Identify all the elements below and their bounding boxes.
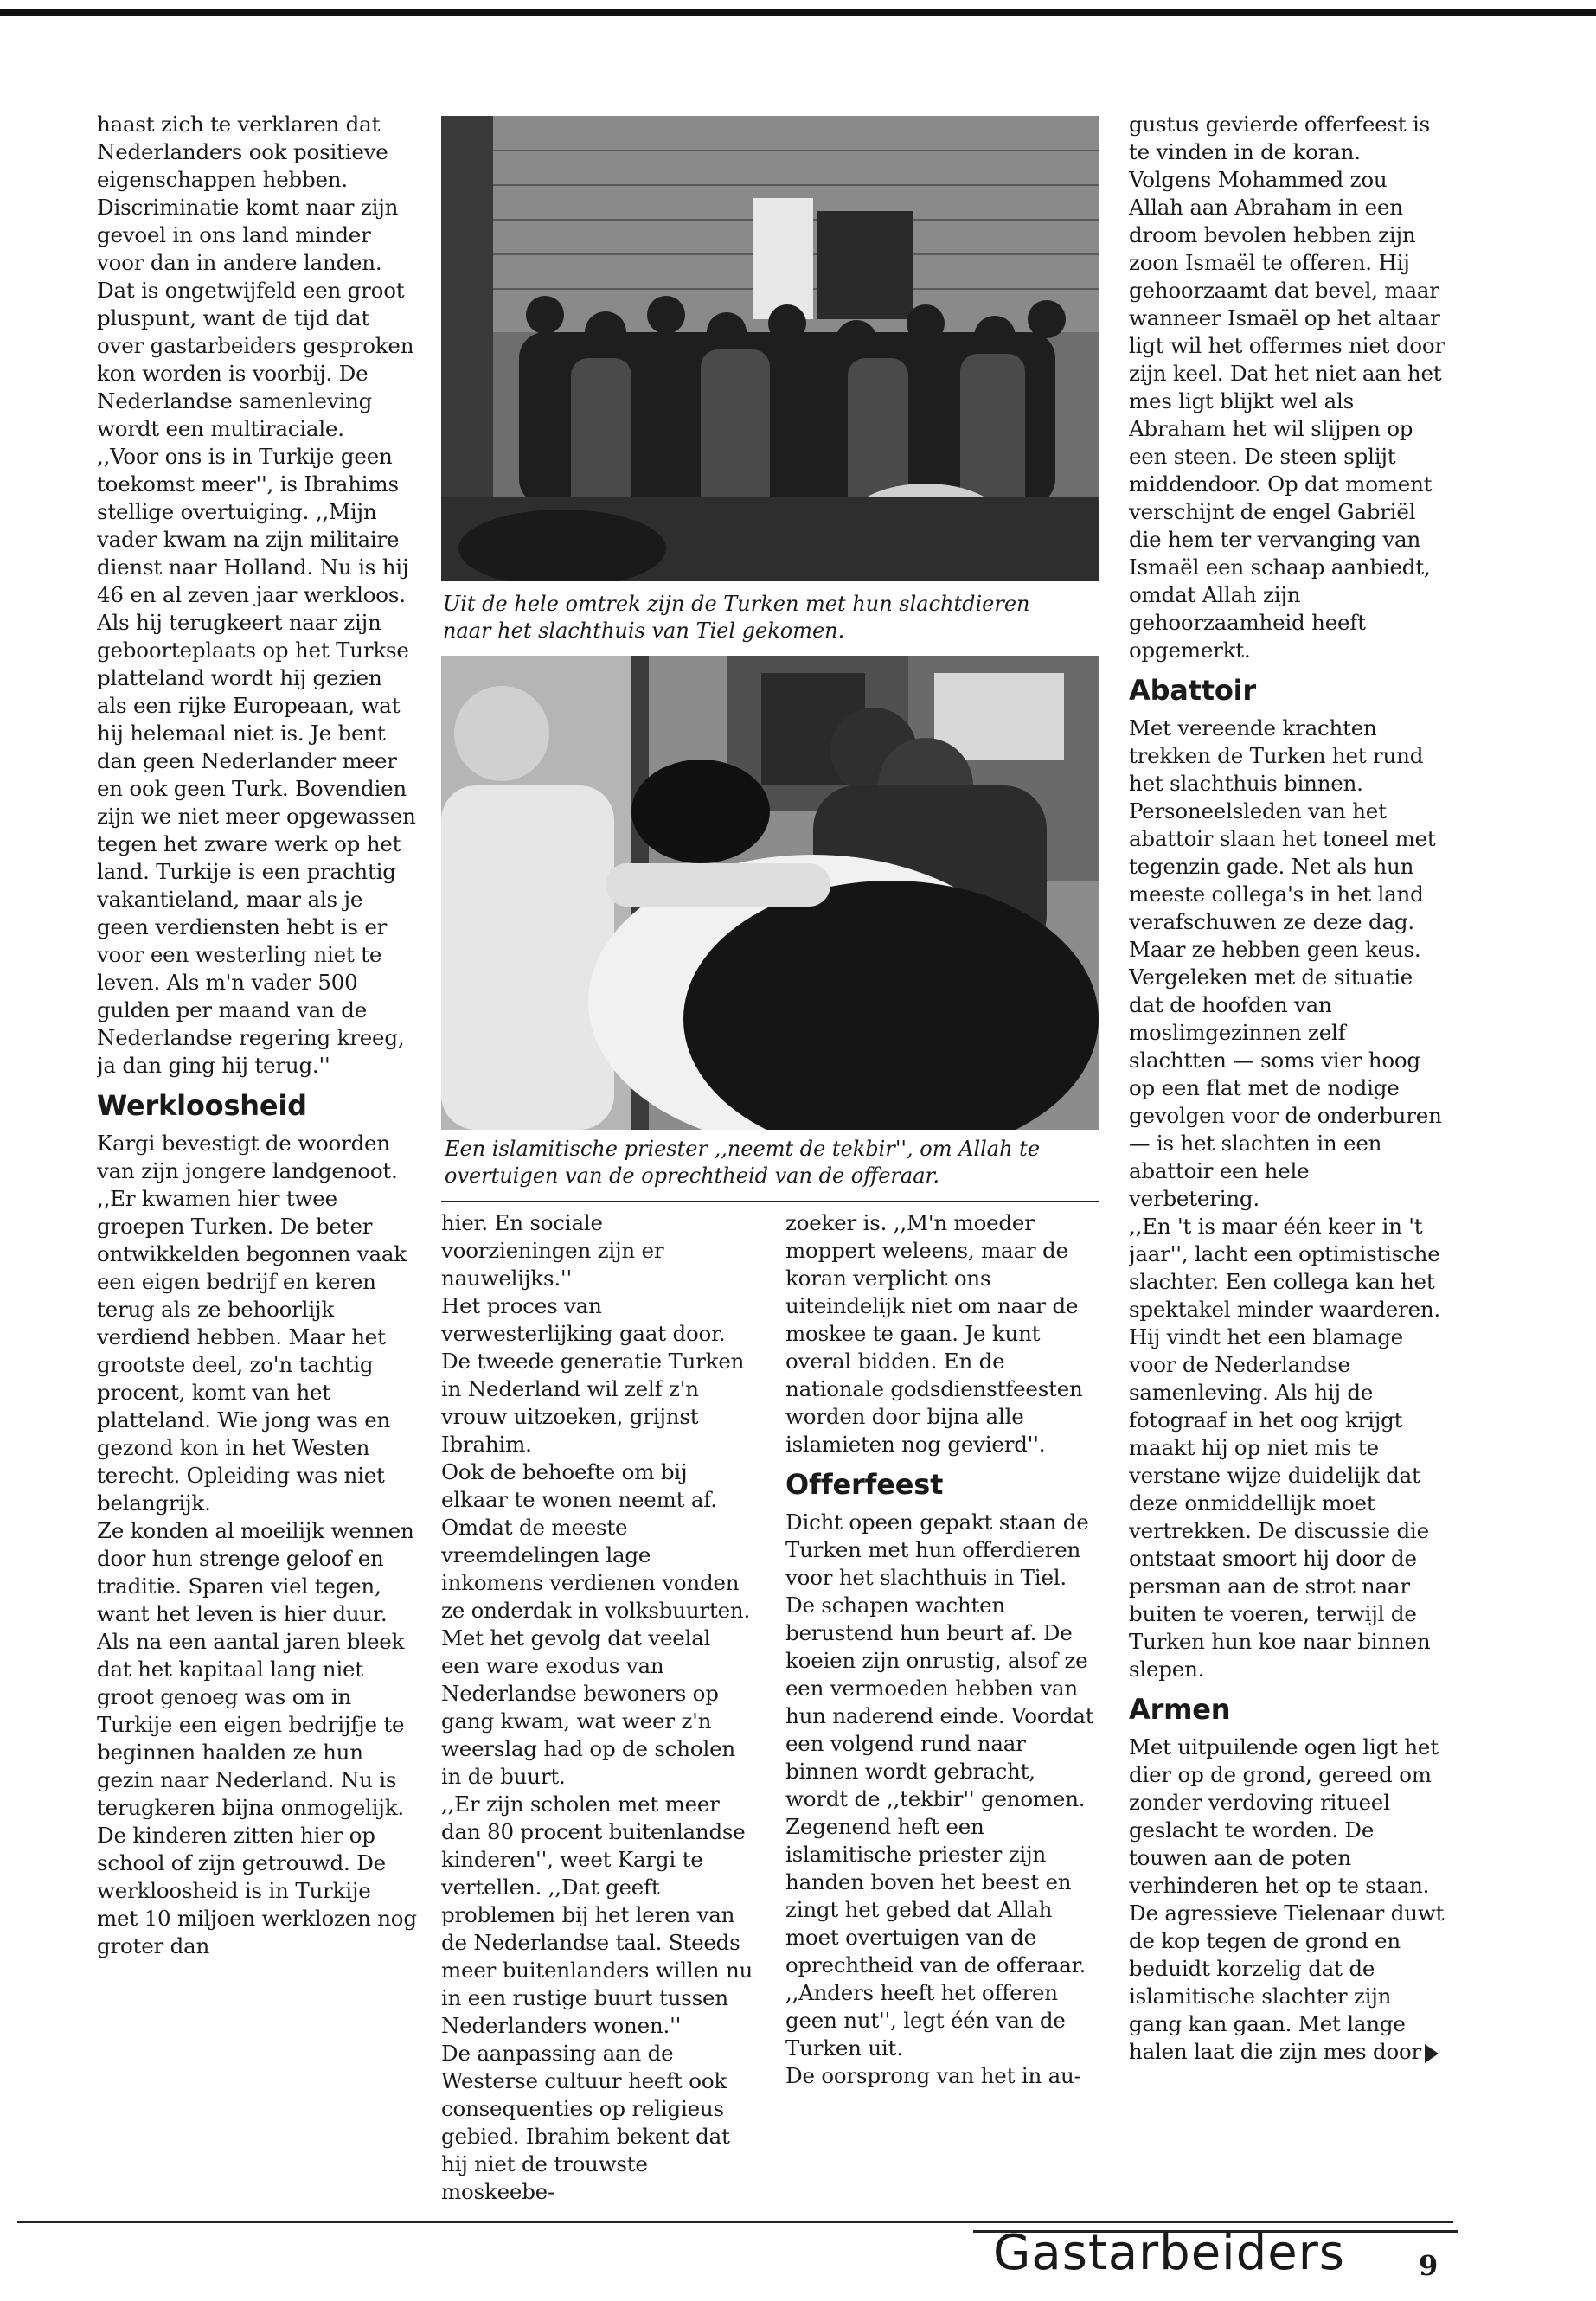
column-1: [97, 111, 417, 2204]
section-heading: Werkloosheid: [97, 1089, 307, 1122]
continue-arrow-icon: [1425, 2044, 1439, 2063]
paragraph: zoeker is. ,,M'n moeder moppert weleens, maar de koran verplicht ons uiteindelijk niet om naar de moskee te gaan. Je kunt overal bidden. En de nationale godsdienstfeesten worden door bijna alle islamieten nog gevierd''.: [785, 1210, 1083, 1457]
section-heading: Armen: [1129, 1693, 1231, 1726]
paragraph: ,,En 't is maar één keer in 't jaar'', lacht een optimistische slachter. Een collega kan het spektakel minder waarderen. Hij vindt het een blamage voor de Nederlandse samenleving. Als hij de fotograaf in het oog krijgt maakt hij op niet mis te verstane wijze duidelijk dat deze onmiddellijk moet vertrekken. De discussie die ontstaat smoort hij door de persman aan de strot naar buiten te voeren, terwijl de Turken hun koe naar binnen slepen.: [1129, 1214, 1441, 1682]
paragraph: Dicht opeen gepakt staan de Turken met hun offerdieren voor het slachthuis in Tiel. De schapen wachten berustend hun beurt af. De koeien zijn onrustig, alsof ze een vermoeden hebben van hun naderend einde. Voordat een volgend rund naar binnen wordt gebracht, wordt de ,,tekbir'' genomen. Zegenend heft een islamitische priester zijn handen boven het beest en zingt het gebed dat Allah moet overtuigen van de oprechtheid van de offeraar. ,,Anders heeft het offeren geen nut'', legt één van de Turken uit.: [785, 1509, 1094, 2061]
paragraph: haast zich te verklaren dat Nederlanders ook positieve eigenschappen hebben. Discriminatie komt naar zijn gevoel in ons land minder voor dan in andere landen. Dat is ongetwijfeld een groot pluspunt, want de tijd dat over gastarbeiders gesproken kon worden is voorbij. De Nederlandse samenleving wordt een multiraciale.: [97, 112, 414, 441]
page-number: 9: [1419, 2249, 1439, 2282]
section-heading: Offerfeest: [785, 1468, 944, 1501]
caption-divider: [441, 1201, 1099, 1202]
paragraph: Kargi bevestigt de woorden van zijn jongere landgenoot. ,,Er kwamen hier twee groepen Turken. De beter ontwikkelden begonnen vaak een eigen bedrijf en keren terug als ze behoorlijk verdiend hebben. Maar het grootste deel, zo'n tachtig procent, komt van het platteland. Wie jong was en gezond kon in het Westen terecht. Opleiding was niet belangrijk.: [97, 1131, 407, 1516]
paragraph: Het proces van verwesterlijking gaat door. De tweede generatie Turken in Nederland wil zelf z'n vrouw uitzoeken, grijnst Ibrahim.: [441, 1293, 745, 1457]
photo-crowd-slaughterhouse: [441, 116, 1099, 581]
photo-caption-1: Uit de hele omtrek zijn de Turken met hun slachtdieren naar het slachthuis van Tiel gekomen.: [443, 592, 1030, 643]
paragraph: Omdat de meeste vreemdelingen lage inkomens verdienen vonden ze onderdak in volksbuurten. Met het gevolg dat veelal een ware exodus van Nederlandse bewoners op gang kwam, wat weer z'n weerslag had op de scholen in de buurt.: [441, 1515, 751, 1789]
photo-priest-with-cow: [441, 656, 1099, 1130]
paragraph: Met vereende krachten trekken de Turken het rund het slachthuis binnen. Personeelsleden van het abattoir slaan het toneel met tegenzin gade. Net als hun meeste collega's in het land verafschuwen ze deze dag. Maar ze hebben geen keus. Vergeleken met de situatie dat de hoofden van moslimgezinnen zelf slachtten — soms vier hoog op een flat met de nodige gevolgen voor de onderburen — is het slachten in een abattoir een hele verbetering.: [1129, 715, 1442, 1211]
top-border: [0, 9, 1596, 16]
photo-caption-2: Een islamitische priester ,,neemt de tekbir'', om Allah te overtuigen van de oprechtheid van de offeraar.: [445, 1137, 1041, 1188]
column-2: [441, 1209, 754, 2208]
column-4: [1129, 111, 1445, 2208]
paragraph-text: Met uitpuilende ogen ligt het dier op de grond, gereed om zonder verdoving ritueel geslacht te worden. De touwen aan de poten verhinderen het op te staan. De agressieve Tielenaar duwt de kop tegen de grond en beduidt korzelig dat de islamitische slachter zijn gang kan gaan. Met lange halen laat die zijn mes door: [1129, 1734, 1445, 2064]
paragraph: ,,Voor ons is in Turkije geen toekomst meer'', is Ibrahims stellige overtuiging. ,,Mijn vader kwam na zijn militaire dienst naar Holland. Nu is hij 46 en al zeven jaar werkloos. Als hij terugkeert naar zijn geboorteplaats op het Turkse platteland wordt hij gezien als een rijke Europeaan, wat hij helemaal niet is. Je bent dan geen Nederlander meer en ook geen Turk. Bovendien zijn we niet meer opgewassen tegen het zware werk op het land. Turkije is een prachtig vakantieland, maar als je geen verdiensten hebt is er voor een westerling niet te leven. Als m'n vader 500 gulden per maand van de Nederlandse regering kreeg, ja dan ging hij terug.'': [97, 444, 416, 1078]
footer-section-title: Gastarbeiders: [993, 2225, 1345, 2281]
paragraph: De aanpassing aan de Westerse cultuur heeft ook consequenties op religieus gebied. Ibrahim bekent dat hij niet de trouwste moskeebe-: [441, 2041, 730, 2204]
paragraph: gustus gevierde offerfeest is te vinden in de koran. Volgens Mohammed zou Allah aan Abraham in een droom bevolen hebben zijn zoon Ismaël te offeren. Hij gehoorzaamt dat bevel, maar wanneer Ismaël op het altaar ligt wil het offermes niet door zijn keel. Dat het niet aan het mes ligt blijkt wel als Abraham het wil slijpen op een steen. De steen splijt middendoor. Op dat moment verschijnt de engel Gabriël die hem ter vervanging van Ismaël een schaap aanbiedt, omdat Allah zijn gehoorzaamheid heeft opgemerkt.: [1129, 112, 1445, 663]
column-3: [785, 1209, 1099, 2208]
paragraph: Ze konden al moeilijk wennen door hun strenge geloof en traditie. Sparen viel tegen, want het leven is hier duur. Als na een aantal jaren bleek dat het kapitaal lang niet groot genoeg was om in Turkije een eigen bedrijfje te beginnen haalden ze hun gezin naar Nederland. Nu is terugkeren bijna onmogelijk. De kinderen zitten hier op school of zijn getrouwd. De werkloosheid is in Turkije met 10 miljoen werklozen nog groter dan: [97, 1518, 417, 1958]
paragraph: hier. En sociale voorzieningen zijn er nauwelijks.'': [441, 1210, 664, 1291]
section-heading: Abattoir: [1129, 674, 1256, 707]
paragraph: ,,Er zijn scholen met meer dan 80 procent buitenlandse kinderen'', weet Kargi te vertellen. ,,Dat geeft problemen bij het leren van de Nederlandse taal. Steeds meer buitenlanders willen nu in een rustige buurt tussen Nederlanders wonen.'': [441, 1791, 753, 2038]
paragraph: Ook de behoefte om bij elkaar te wonen neemt af.: [441, 1459, 717, 1512]
footer-rule: [17, 2221, 1453, 2223]
paragraph: De oorsprong van het in au-: [785, 2063, 1081, 2088]
paragraph: [1129, 1734, 1445, 2066]
